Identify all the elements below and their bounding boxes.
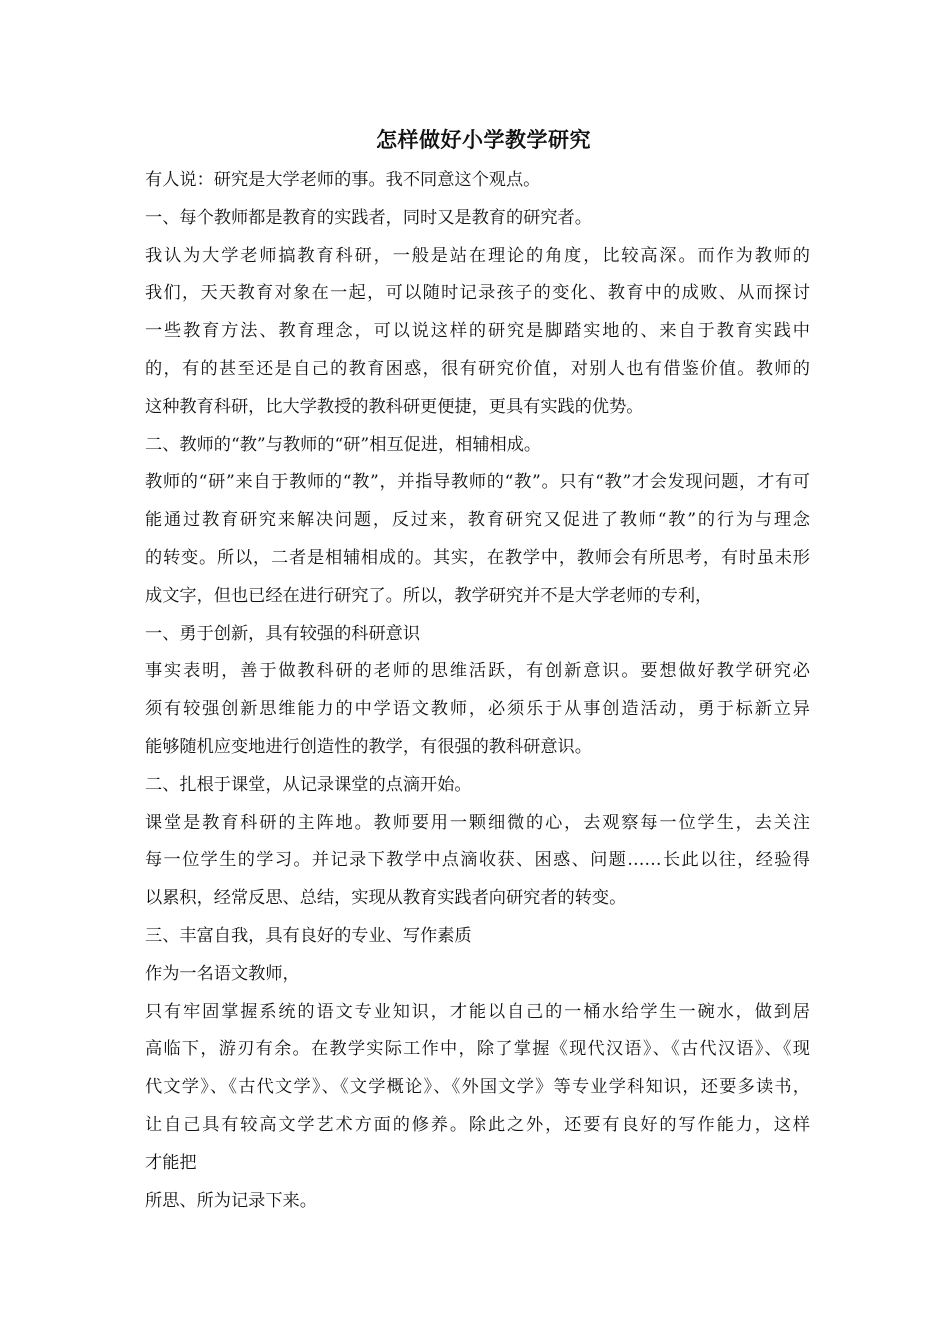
text-line: 的，有的甚至还是自己的教育困惑，很有研究价值，对别人也有借鉴价值。教师的 xyxy=(145,358,810,379)
text-line: 代文学》、《古代文学》、《文学概论》、《外国文学》等专业学科知识，还要多读书， xyxy=(145,1077,810,1098)
text-line: 的转变。所以，二者是相辅相成的。其实，在教学中，教师会有所思考，有时虽未形 xyxy=(145,547,810,568)
text-line: 才能把 xyxy=(145,1152,197,1173)
text-line: 成文字，但也已经在进行研究了。所以，教学研究并不是大学老师的专利， xyxy=(145,585,713,606)
text-line: 我们，天天教育对象在一起，可以随时记录孩子的变化、教育中的成败、从而探讨 xyxy=(145,283,810,304)
text-line: 三、丰富自我，具有良好的专业、写作素质 xyxy=(145,925,472,946)
document-body xyxy=(145,162,810,1220)
text-line: 我认为大学老师搞教育科研，一般是站在理论的角度，比较高深。而作为教师的 xyxy=(145,245,810,266)
text-line: 一些教育方法、教育理念，可以说这样的研究是脚踏实地的、来自于教育实践中 xyxy=(145,321,810,342)
text-line: 一、勇于创新，具有较强的科研意识 xyxy=(145,623,421,644)
text-line: 二、教师的“教”与教师的“研”相互促进，相辅相成。 xyxy=(145,434,542,455)
text-line: 事实表明，善于做教科研的老师的思维活跃，有创新意识。要想做好教学研究必 xyxy=(145,661,810,682)
text-line: 每一位学生的学习。并记录下教学中点滴收获、困惑、问题……长此以往，经验得 xyxy=(145,850,810,871)
text-line: 有人说：研究是大学老师的事。我不同意这个观点。 xyxy=(145,170,541,190)
text-line: 课堂是教育科研的主阵地。教师要用一颗细微的心，去观察每一位学生，去关注 xyxy=(145,812,810,833)
text-line: 作为一名语文教师， xyxy=(145,963,300,984)
text-line: 一、每个教师都是教育的实践者，同时又是教育的研究者。 xyxy=(145,207,592,228)
document-title: 怎样做好小学教学研究 xyxy=(376,128,591,152)
text-line: 高临下，游刃有余。在教学实际工作中，除了掌握《现代汉语》、《古代汉语》、《现 xyxy=(145,1039,810,1060)
text-line: 只有牢固掌握系统的语文专业知识，才能以自己的一桶水给学生一碗水，做到居 xyxy=(145,1001,810,1022)
text-line: 这种教育科研，比大学教授的教科研更便捷，更具有实践的优势。 xyxy=(145,396,644,417)
text-line: 能够随机应变地进行创造性的教学，有很强的教科研意识。 xyxy=(145,736,592,757)
text-line: 能通过教育研究来解决问题，反过来，教育研究又促进了教师“教”的行为与理念 xyxy=(145,510,810,531)
text-line: 须有较强创新思维能力的中学语文教师，必须乐于从事创造活动，勇于标新立异 xyxy=(145,699,810,720)
text-line: 所思、所为记录下来。 xyxy=(145,1190,317,1211)
text-line: 让自己具有较高文学艺术方面的修养。除此之外，还要有良好的写作能力，这样 xyxy=(145,1114,810,1135)
document-page xyxy=(145,118,810,1220)
text-line: 以累积，经常反思、总结，实现从教育实践者向研究者的转变。 xyxy=(145,888,627,909)
text-line: 二、扎根于课堂，从记录课堂的点滴开始。 xyxy=(145,774,472,795)
text-line: 教师的“研”来自于教师的“教”，并指导教师的“教”。只有“教”才会发现问题，才有可 xyxy=(145,472,810,493)
